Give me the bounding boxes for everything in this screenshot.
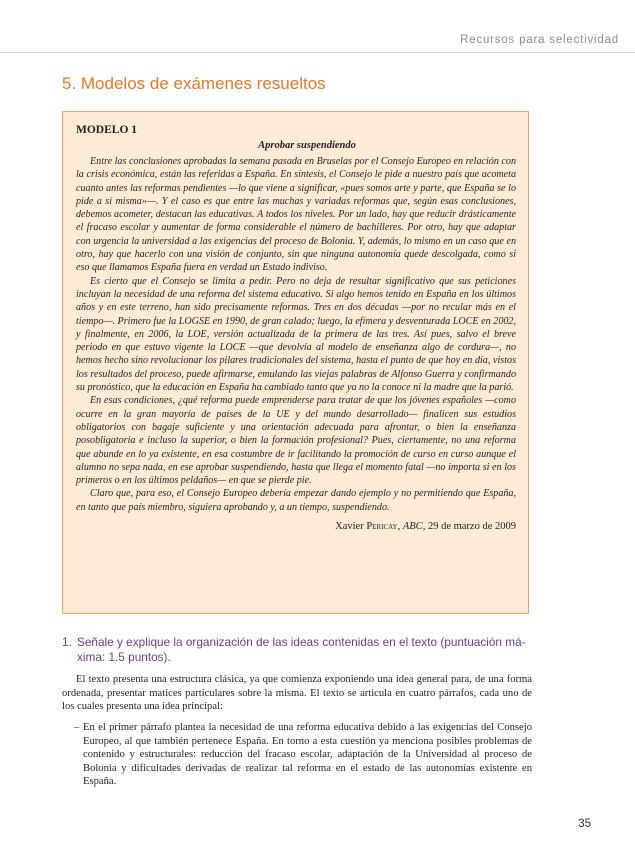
source-author-last: Pericay xyxy=(366,521,398,533)
article-title: Aprobar suspendiendo xyxy=(258,140,356,151)
article-paragraph-4: Claro que, para eso, el Consejo Europeo debería empezar dando ejemplo y no permitiendo que España, en tanto que país miembro, siguiera aprobando y, a un tiempo, suspendiendo. xyxy=(76,488,516,513)
question-number: 1. xyxy=(62,635,72,649)
answer-intro-text: El texto presenta una estructura clásica, ya que comienza exponiendo una idea general para, de una forma ordenada, presentar matices particulares sobre la misma. El texto se articula en cuatro párrafos, cada uno de los cuales presenta una idea principal: xyxy=(62,674,532,713)
page-number: 35 xyxy=(578,818,591,830)
source-author-first: Xavier xyxy=(335,521,364,533)
question-1 xyxy=(62,635,532,665)
source-publication: ABC xyxy=(402,521,423,533)
article-paragraph-3: En esas condiciones, ¿qué reforma puede emprenderse para tratar de que los jóvenes españoles —como ocurre en la gran mayoría de países de la UE y del mundo desarrollado— finalicen sus estudios obligatorios con bagaje suficiente y una orientación adecuada para afrontar, o bien la enseñanza posobligatoria e incluso la superior, o bien la formación profesional? Pues, ciertamente, no una reforma que abunde en lo ya existente, en esa costumbre de ir facilitando la promoción de curso en curso aunque el alumno no sepa nada, en ese aprobar suspendiendo, hasta que llega el momento fatal —no importa si en los primeros o en los últimos peldaños— en que se pierde pie. xyxy=(76,395,516,487)
section-title: 5. Modelos de exámenes resueltos xyxy=(62,74,326,93)
exam-text-box xyxy=(62,111,529,614)
model-label: MODELO 1 xyxy=(76,124,138,136)
article-paragraph-2: Es cierto que el Consejo se limita a pedir. Pero no deja de resultar significativo que sus peticiones incluyan la necesidad de una reforma del sistema educativo. Si algo hemos tenido en España en los últimos años y en este terreno, han sido precisamente reformas. Tres en dos décadas —por no recular más en el tiempo—. Primero fue la LOGSE en 1990, de gran calado; luego, la efímera y desventurada LOCE en 2002, y finalmente, en 2006, la LOE, versión actualizada de la primera de las tres. Así pues, salvo el breve periodo en que estuvo vigente la LOCE —que devolvía al modelo de enseñanza algo de cordura—, no hemos hecho sino revolucionar los pilares tradicionales del sistema, hasta el punto de que hoy en día, vistos los resultados del proceso, puede afirmarse, emulando las viejas palabras de Alfonso Guerra y confirmando su pronóstico, que la educación en España ha cambiado tanto que ya no la conoce ni la madre que la parió. xyxy=(76,275,516,394)
answer-bullet-1-text: En el primer párrafo plantea la necesidad de una reforma educativa debido a las exigencias del Consejo Europeo, al que también pertenece España. En torno a esta cuestión ya menciona posibles problemas de contenido y estructurales: reducción del fracaso escolar, adaptación de la Universidad al proceso de Bolonia y dificultades derivadas de realizar tal reforma en el estado de las autonomías existente en España. xyxy=(83,722,532,788)
question-text-line-2: xima: 1.5 puntos). xyxy=(77,650,171,664)
bullet-dash: – xyxy=(74,722,80,733)
answer-bullet-1 xyxy=(62,721,532,789)
answer-intro xyxy=(62,673,532,714)
article-source: Xavier Pericay, ABC, 29 de marzo de 2009 xyxy=(335,521,516,533)
question-text-line-1: Señale y explique la organización de las ideas contenidas en el texto (puntuación má- xyxy=(77,635,526,649)
source-date: , 29 de marzo de 2009 xyxy=(422,521,516,533)
running-header: Recursos para selectividad xyxy=(460,34,619,46)
article-paragraph-1: Entre las conclusiones aprobadas la semana pasada en Bruselas por el Consejo Europeo en relación con la crisis económica, están las referidas a España. En síntesis, el Consejo le pide a nuestro país que acometa cuanto antes las reformas pendientes —lo que viene a significar, «pues somos arte y parte, que España se lo pide a sí misma»—. Y el caso es que entre las muchas y variadas reformas que, según esas conclusiones, debemos acometer, destacan las educativas. A todos los niveles. Por un lado, hay que reducir drásticamente el fracaso escolar y aumentar de forma considerable el número de bachilleres. Por otro, hay que adaptar con urgencia la universidad a las exigencias del proceso de Bolonia. Y, además, lo mismo en un caso que en otro, hay que hacerlo con una visión de conjunto, sin que ninguna autonomía quede descolgada, como si eso que llamamos España fuera en verdad un Estado indiviso. xyxy=(76,156,516,274)
header-rule xyxy=(0,52,635,53)
